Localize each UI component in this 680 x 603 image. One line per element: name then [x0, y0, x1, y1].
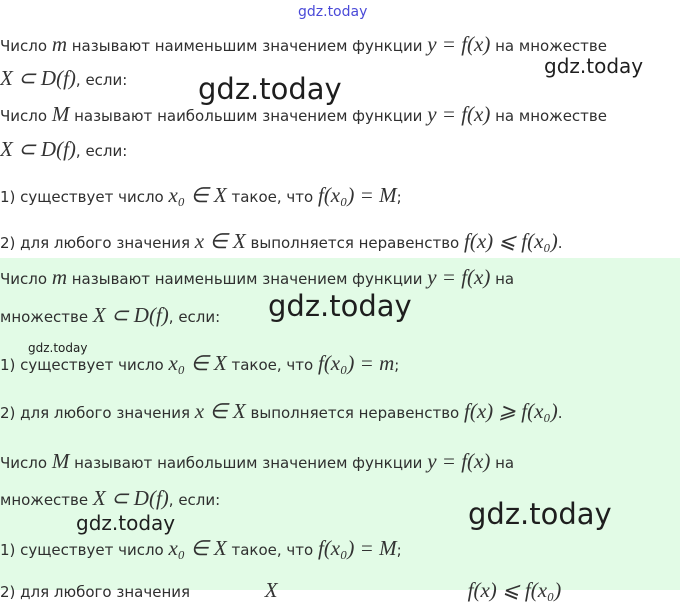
watermark: gdz.today — [76, 511, 176, 535]
green-min-definition-line2: множестве X ⊂ D(f), если: — [0, 303, 221, 327]
green-min-condition-1: 1) существует число x₀ ∈ X такое, что f(x₀) = m; — [0, 351, 400, 375]
watermark: gdz.today — [268, 289, 412, 323]
green-max-definition-line2: множестве X ⊂ D(f), если: — [0, 486, 221, 510]
watermark: gdz.today — [28, 341, 88, 355]
green-min-definition-line1: Число m называют наименьшим значением функции y = f(x) на — [0, 265, 515, 289]
watermark: gdz.today — [544, 54, 644, 78]
watermark: gdz.today — [198, 72, 342, 106]
green-min-condition-2: 2) для любого значения x ∈ X выполняется неравенство f(x) ⩾ f(x₀). — [0, 399, 563, 423]
green-max-definition-line1: Число M называют наибольшим значением функции y = f(x) на — [0, 449, 515, 473]
header-watermark: gdz.today — [298, 4, 368, 20]
watermark: gdz.today — [468, 497, 612, 531]
top-condition-1: 1) существует число x₀ ∈ X такое, что f(x₀) = M; — [0, 183, 402, 207]
green-max-condition-1: 1) существует число x₀ ∈ X такое, что f(x₀) = M; — [0, 536, 402, 560]
green-max-condition-2-partial: 2) для любого значения X f(x) ⩽ f(x₀) — [0, 578, 562, 602]
top-max-definition-line2: X ⊂ D(f), если: — [0, 137, 128, 161]
top-condition-2: 2) для любого значения x ∈ X выполняется неравенство f(x) ⩽ f(x₀). — [0, 229, 563, 253]
top-max-definition-line1: Число M называют наибольшим значением функции y = f(x) на множестве — [0, 102, 607, 126]
top-min-definition-line1: Число m называют наименьшим значением функции y = f(x) на множестве — [0, 32, 607, 56]
top-min-definition-line2: X ⊂ D(f), если: — [0, 66, 128, 90]
